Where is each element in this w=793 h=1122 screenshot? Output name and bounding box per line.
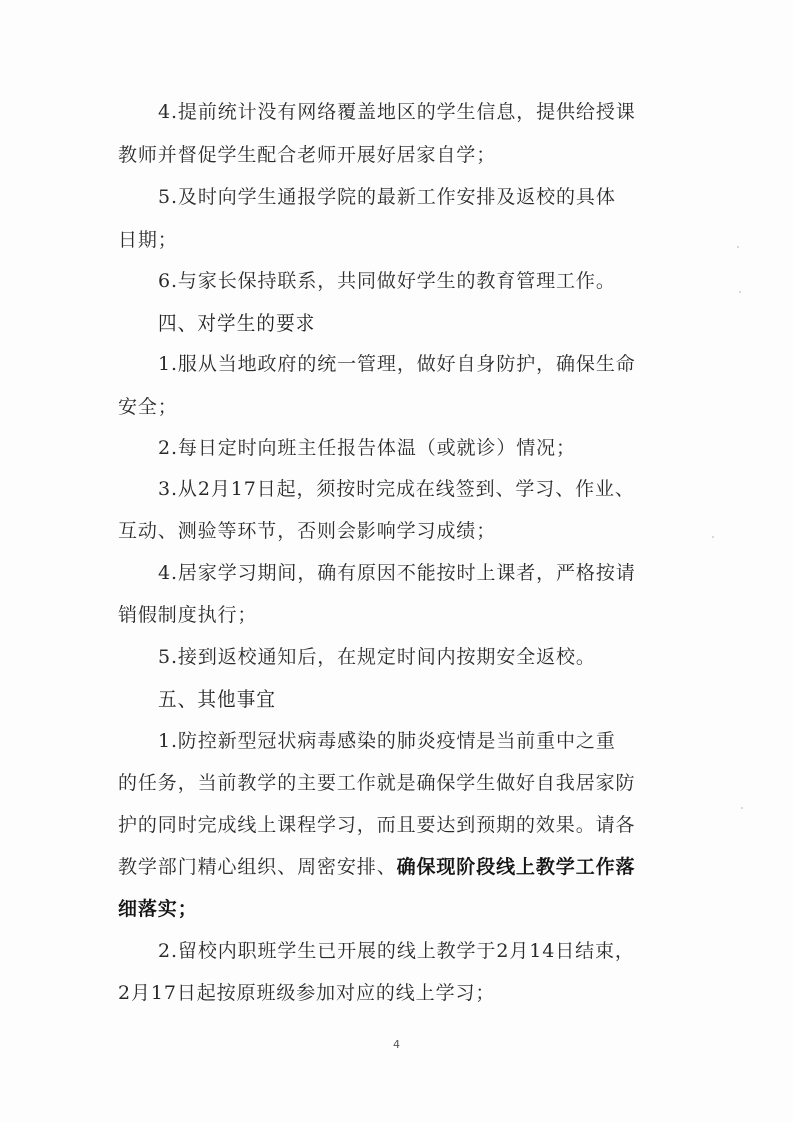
paragraph-line: 5.接到返校通知后，在规定时间内按期安全返校。 [158,646,596,668]
paragraph-line: 护的同时完成线上课程学习，而且要达到预期的效果。请各 [118,814,636,836]
paragraph-line: 1.服从当地政府的统一管理，做好自身防护，确保生命 [158,353,636,375]
paragraph-line: 销假制度执行； [118,604,258,626]
paragraph-line: 4.居家学习期间，确有原因不能按时上课者，严格按请 [158,562,636,584]
paragraph-line: 日期； [118,229,178,251]
paragraph-line: 2.留校内职班学生已开展的线上教学于2月14日结束， [158,940,635,962]
paragraph-line: 教师并督促学生配合老师开展好居家自学； [118,144,497,166]
scan-speck [739,291,741,293]
line-segment: 教学部门精心组织、周密安排、 [118,856,397,878]
paragraph-line: 2.每日定时向班主任报告体温（或就诊）情况； [158,437,576,459]
section-heading: 四、对学生的要求 [158,311,316,335]
emphasized-segment: 确保现阶段线上教学工作落 [396,856,636,878]
section-heading: 五、其他事宜 [158,687,277,711]
page-number: 4 [393,1038,400,1051]
paragraph-line: 3.从2月17日起，须按时完成在线签到、学习、作业、 [158,478,635,500]
scan-speck [712,536,714,538]
paragraph-line: 1.防控新型冠状病毒感染的肺炎疫情是当前重中之重 [158,730,616,752]
scan-speck [737,246,739,248]
emphasized-line: 细落实； [118,898,198,920]
paragraph-line: 互动、测验等环节，否则会影响学习成绩； [118,520,497,542]
scan-speck [741,807,743,809]
paragraph-line: 安全； [118,396,178,418]
paragraph-line: 的任务，当前教学的主要工作就是确保学生做好自我居家防 [118,772,636,794]
paragraph-line: 4.提前统计没有网络覆盖地区的学生信息，提供给授课 [158,101,636,123]
paragraph-line: 6.与家长保持联系，共同做好学生的教育管理工作。 [158,270,616,292]
paragraph-line: 2月17日起按原班级参加对应的线上学习； [118,982,496,1004]
paragraph-line: 5.及时向学生通报学院的最新工作安排及返校的具体 [158,186,616,208]
paragraph-line [118,855,678,879]
